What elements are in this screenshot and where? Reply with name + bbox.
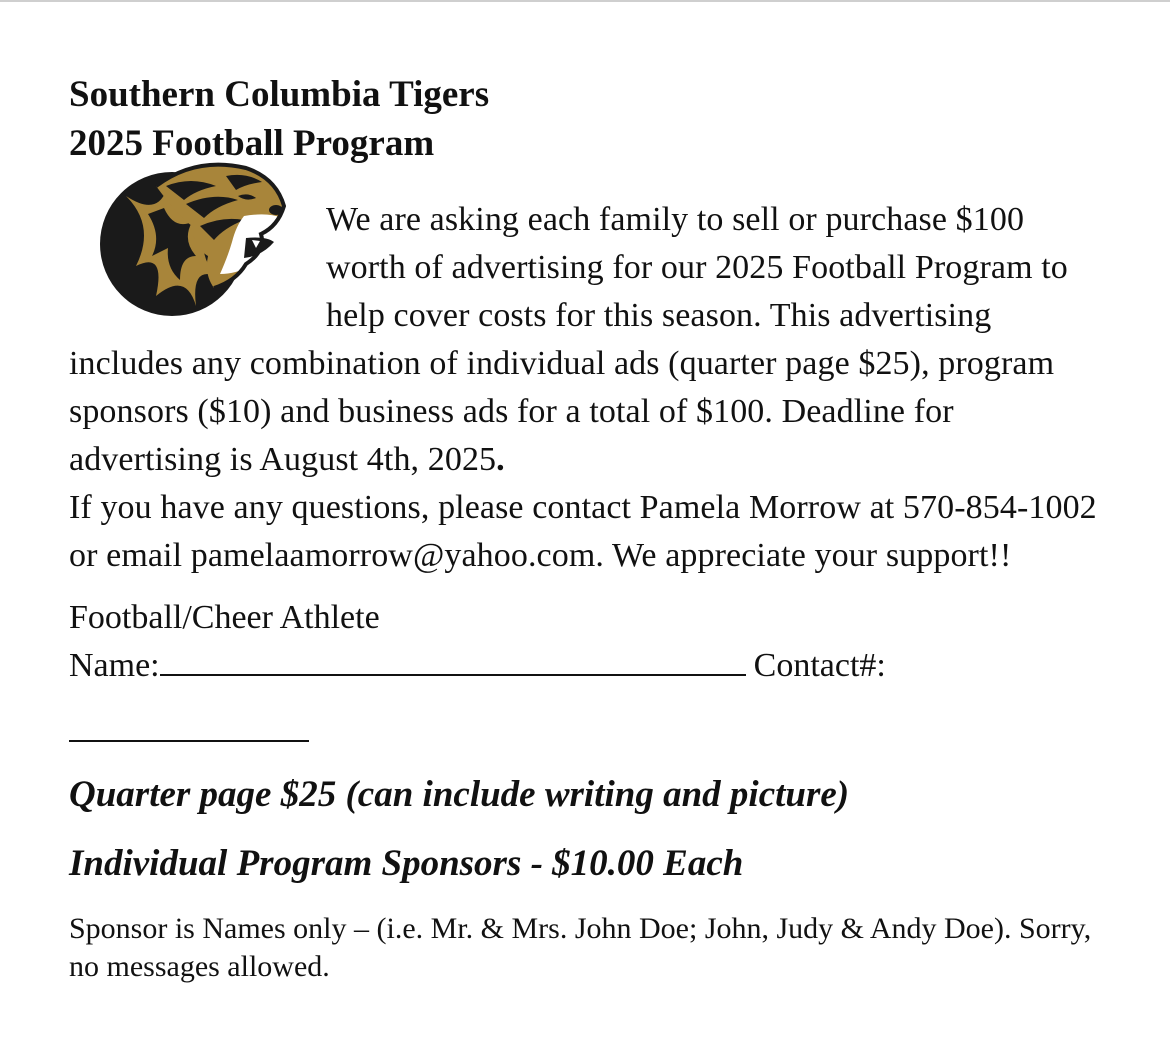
intro-period: . [496,441,505,478]
top-divider [0,0,1170,2]
sponsors-offer: Individual Program Sponsors - $10.00 Each [69,843,744,884]
quarter-page-offer: Quarter page $25 (can include writing and picture) [69,774,850,815]
name-label: Name: [69,647,160,684]
athlete-label: Football/Cheer Athlete [69,599,380,636]
sponsor-note: Sponsor is Names only – (i.e. Mr. & Mrs. John Doe; John, Judy & Andy Doe). Sorry, no messages allowed. [69,912,1092,983]
contact-text: If you have any questions, please contact Pamela Morrow at 570-854-1002 or email pamelaamorrow@yahoo.com. We appreciate your support!! [69,489,1097,574]
name-blank-line [160,646,746,676]
contact-blank-line [69,712,309,742]
flyer-document [69,70,1109,986]
contact-label: Contact#: [753,647,886,684]
tiger-head-icon [96,156,286,321]
intro-paragraph [69,196,1109,580]
intro-text: We are asking each family to sell or purchase $100 worth of advertising for our 2025 Football Program to help cover costs for this season. This advertising includes any combination of individual ads (quarter page $25), program sponsors ($10) and business ads for a total of $100. Deadline for advertising is August 4th, 2025 [69,201,1068,478]
page-title [69,70,1109,168]
title-line-1: Southern Columbia Tigers [69,74,490,115]
title-line-2: 2025 Football Program [69,123,435,164]
athlete-form [69,594,1109,742]
